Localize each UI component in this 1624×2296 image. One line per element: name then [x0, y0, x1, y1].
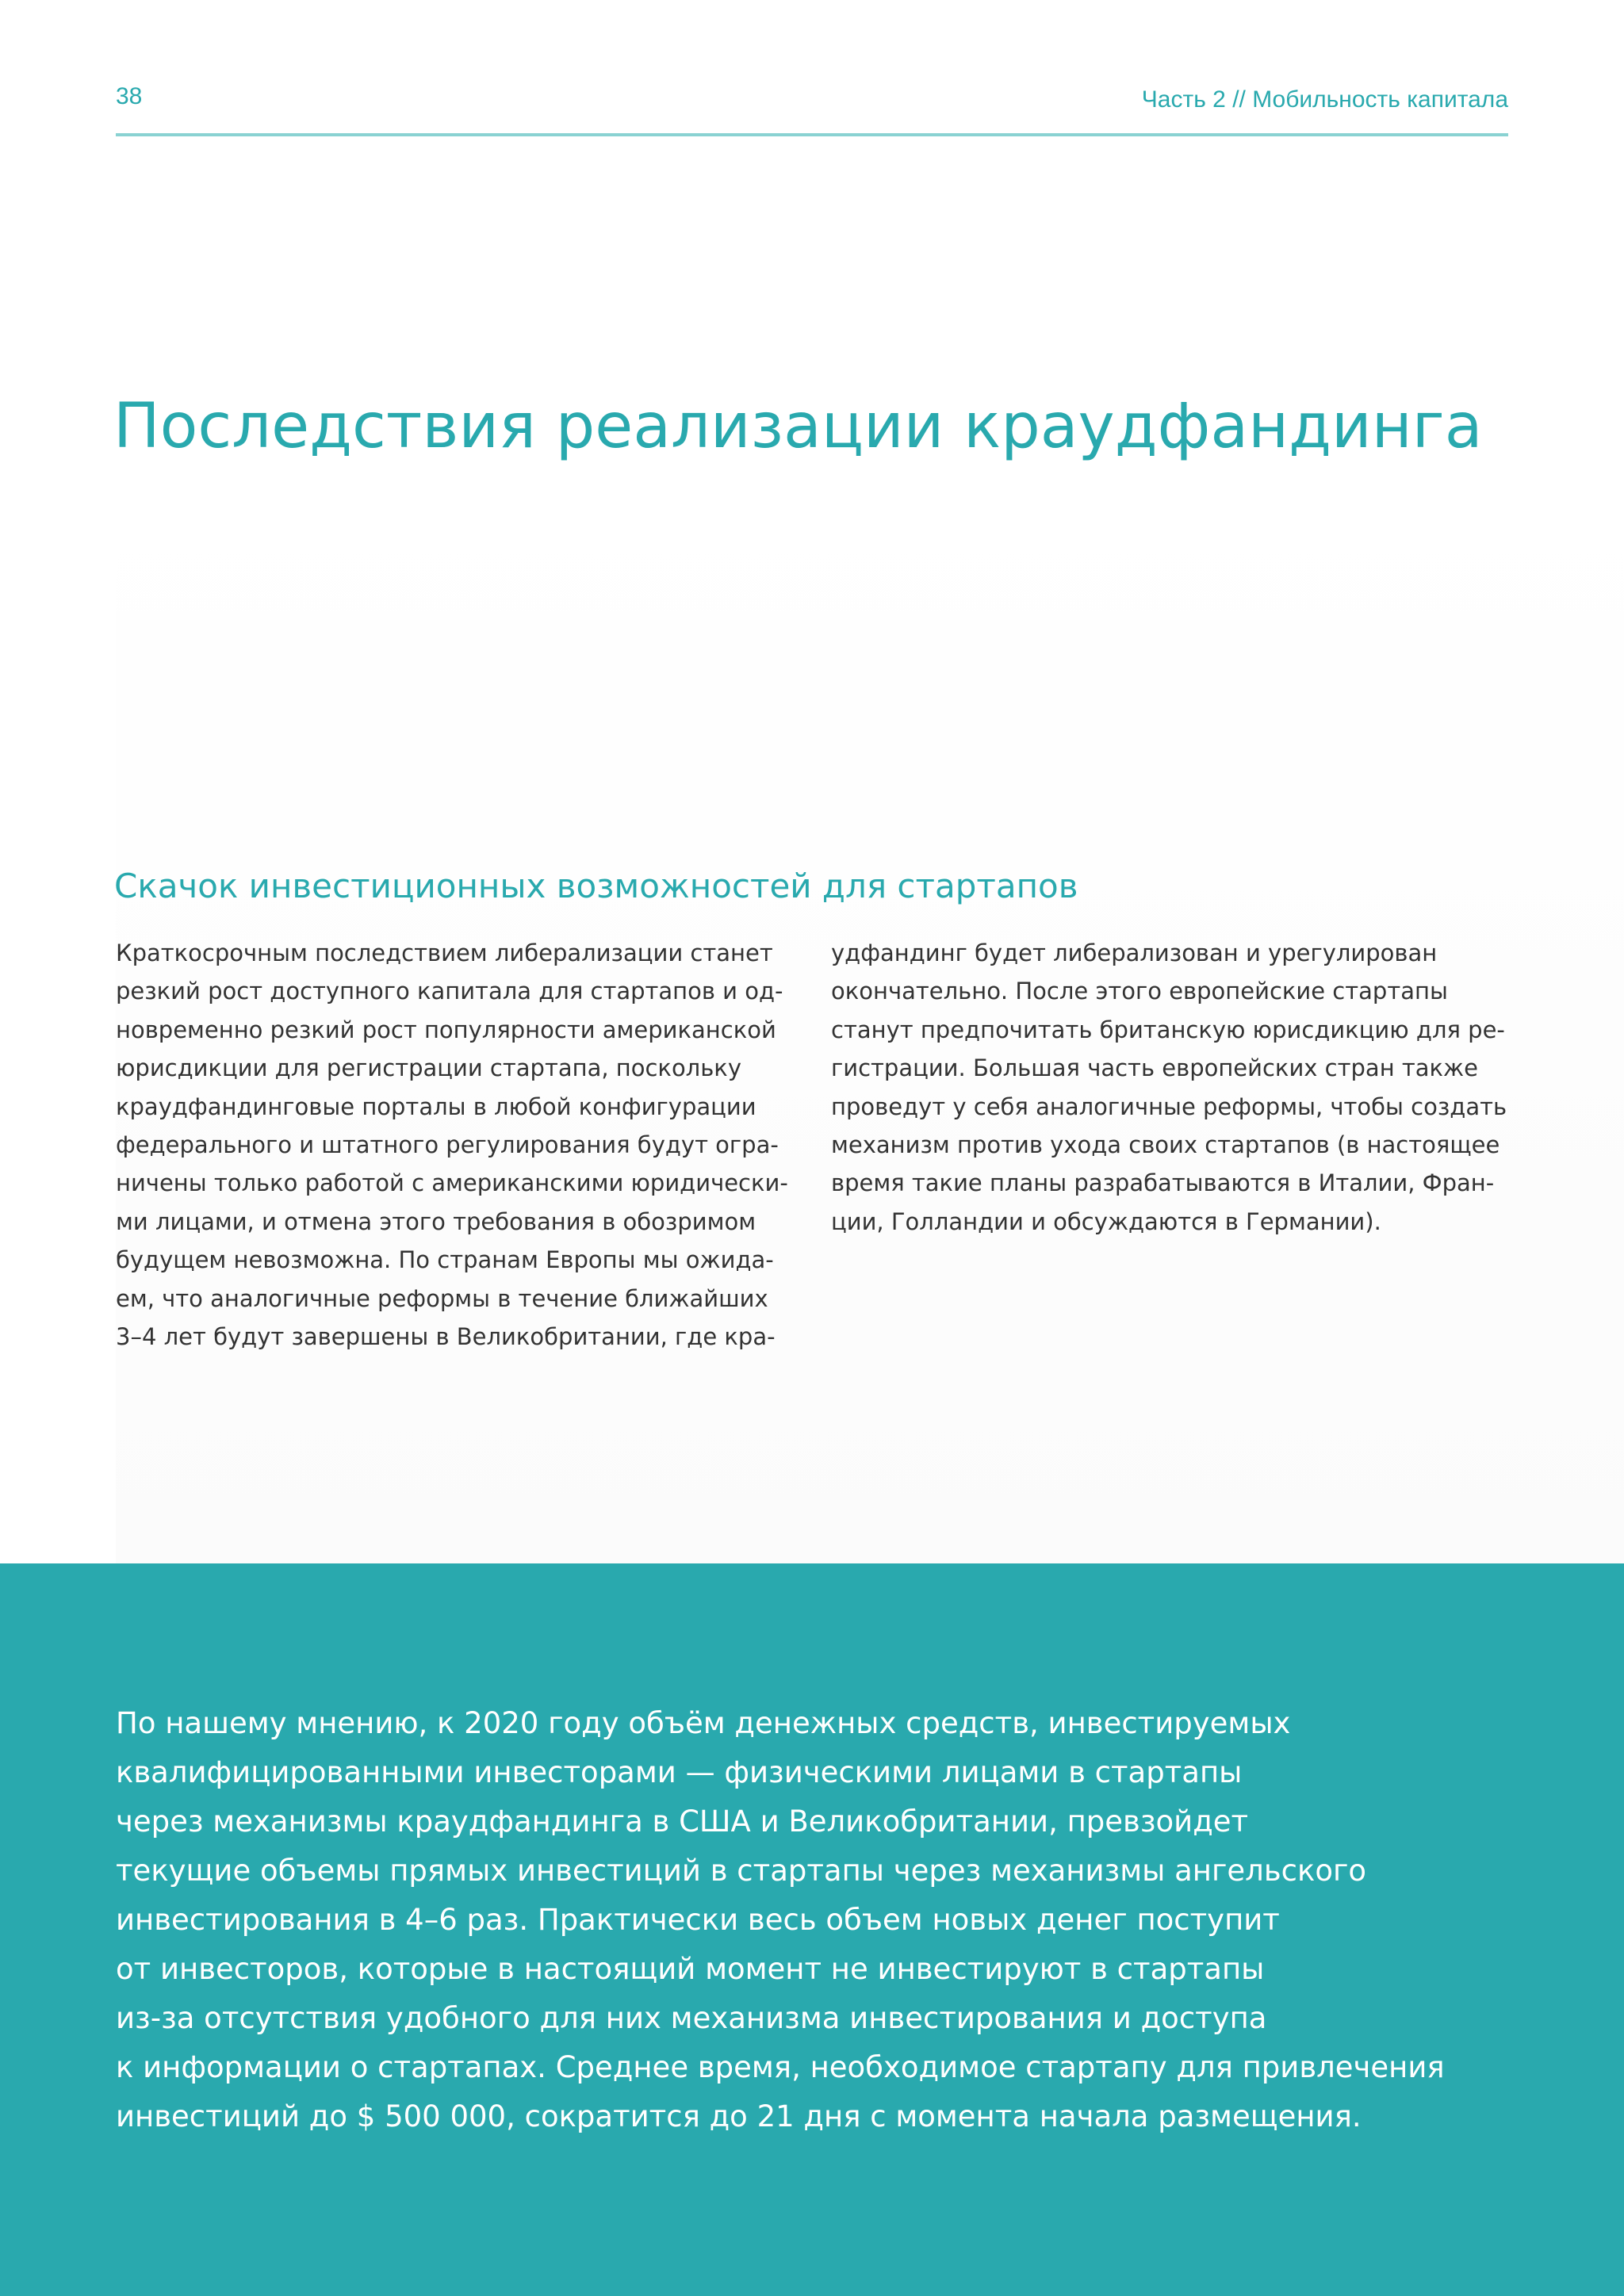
- callout-line: из-за отсутствия удобного для них механизма инвестирования и доступа: [116, 2001, 1267, 2035]
- body-line: будущем невозможна. По странам Европы мы ожида-: [116, 1246, 774, 1274]
- section-subheading: Скачок инвестиционных возможностей для стартапов: [114, 867, 1078, 905]
- callout-line: текущие объемы прямых инвестиций в стартапы через механизмы ангельского: [116, 1854, 1367, 1888]
- page-number: 38: [116, 83, 143, 109]
- section-label: Часть 2 // Мобильность капитала: [1141, 86, 1508, 113]
- body-column-left: [116, 934, 798, 1356]
- callout-line: к информации о стартапах. Среднее время, необходимое стартапу для привлечения: [116, 2050, 1445, 2084]
- callout-text: [116, 1699, 1445, 2141]
- callout-line: инвестиций до $ 500 000, сократится до 21 дня с момента начала размещения.: [116, 2099, 1362, 2133]
- body-column-right: [831, 934, 1513, 1241]
- body-line: время такие планы разрабатываются в Италии, Фран-: [831, 1169, 1495, 1197]
- page-title: Последствия реализации краудфандинга: [113, 391, 1483, 462]
- body-line: краудфандинговые порталы в любой конфигурации: [116, 1093, 756, 1120]
- body-line: станут предпочитать британскую юрисдикцию для ре-: [831, 1016, 1505, 1043]
- body-line: юрисдикции для регистрации стартапа, поскольку: [116, 1054, 741, 1082]
- body-line: окончательно. После этого европейские стартапы: [831, 978, 1448, 1005]
- body-line: удфандинг будет либерализован и урегулирован: [831, 939, 1438, 966]
- callout-line: инвестирования в 4–6 раз. Практически весь объем новых денег поступит: [116, 1903, 1280, 1937]
- body-line: ми лицами, и отмена этого требования в обозримом: [116, 1207, 756, 1235]
- body-line: 3–4 лет будут завершены в Великобритании, где кра-: [116, 1323, 776, 1351]
- body-line: резкий рост доступного капитала для стартапов и од-: [116, 978, 783, 1005]
- callout-line: квалифицированными инвесторами — физическими лицами в стартапы: [116, 1755, 1243, 1789]
- body-line: ем, что аналогичные реформы в течение ближайших: [116, 1284, 768, 1312]
- body-line: Краткосрочным последствием либерализации станет: [116, 939, 773, 966]
- body-line: ции, Голландии и обсуждаются в Германии).: [831, 1207, 1381, 1235]
- body-line: механизм против ухода своих стартапов (в настоящее: [831, 1131, 1500, 1159]
- body-line: федерального и штатного регулирования будут огра-: [116, 1131, 779, 1159]
- callout-line: от инвесторов, которые в настоящий момент не инвестируют в стартапы: [116, 1952, 1265, 1986]
- page-header: [116, 76, 1508, 136]
- body-line: гистрации. Большая часть европейских стран также: [831, 1054, 1479, 1082]
- body-line: ничены только работой с американскими юридически-: [116, 1169, 788, 1197]
- body-line: проведут у себя аналогичные реформы, чтобы создать: [831, 1093, 1507, 1120]
- callout-line: По нашему мнению, к 2020 году объём денежных средств, инвестируемых: [116, 1706, 1291, 1740]
- body-line: новременно резкий рост популярности американской: [116, 1016, 776, 1043]
- callout-line: через механизмы краудфандинга в США и Великобритании, превзойдет: [116, 1804, 1249, 1839]
